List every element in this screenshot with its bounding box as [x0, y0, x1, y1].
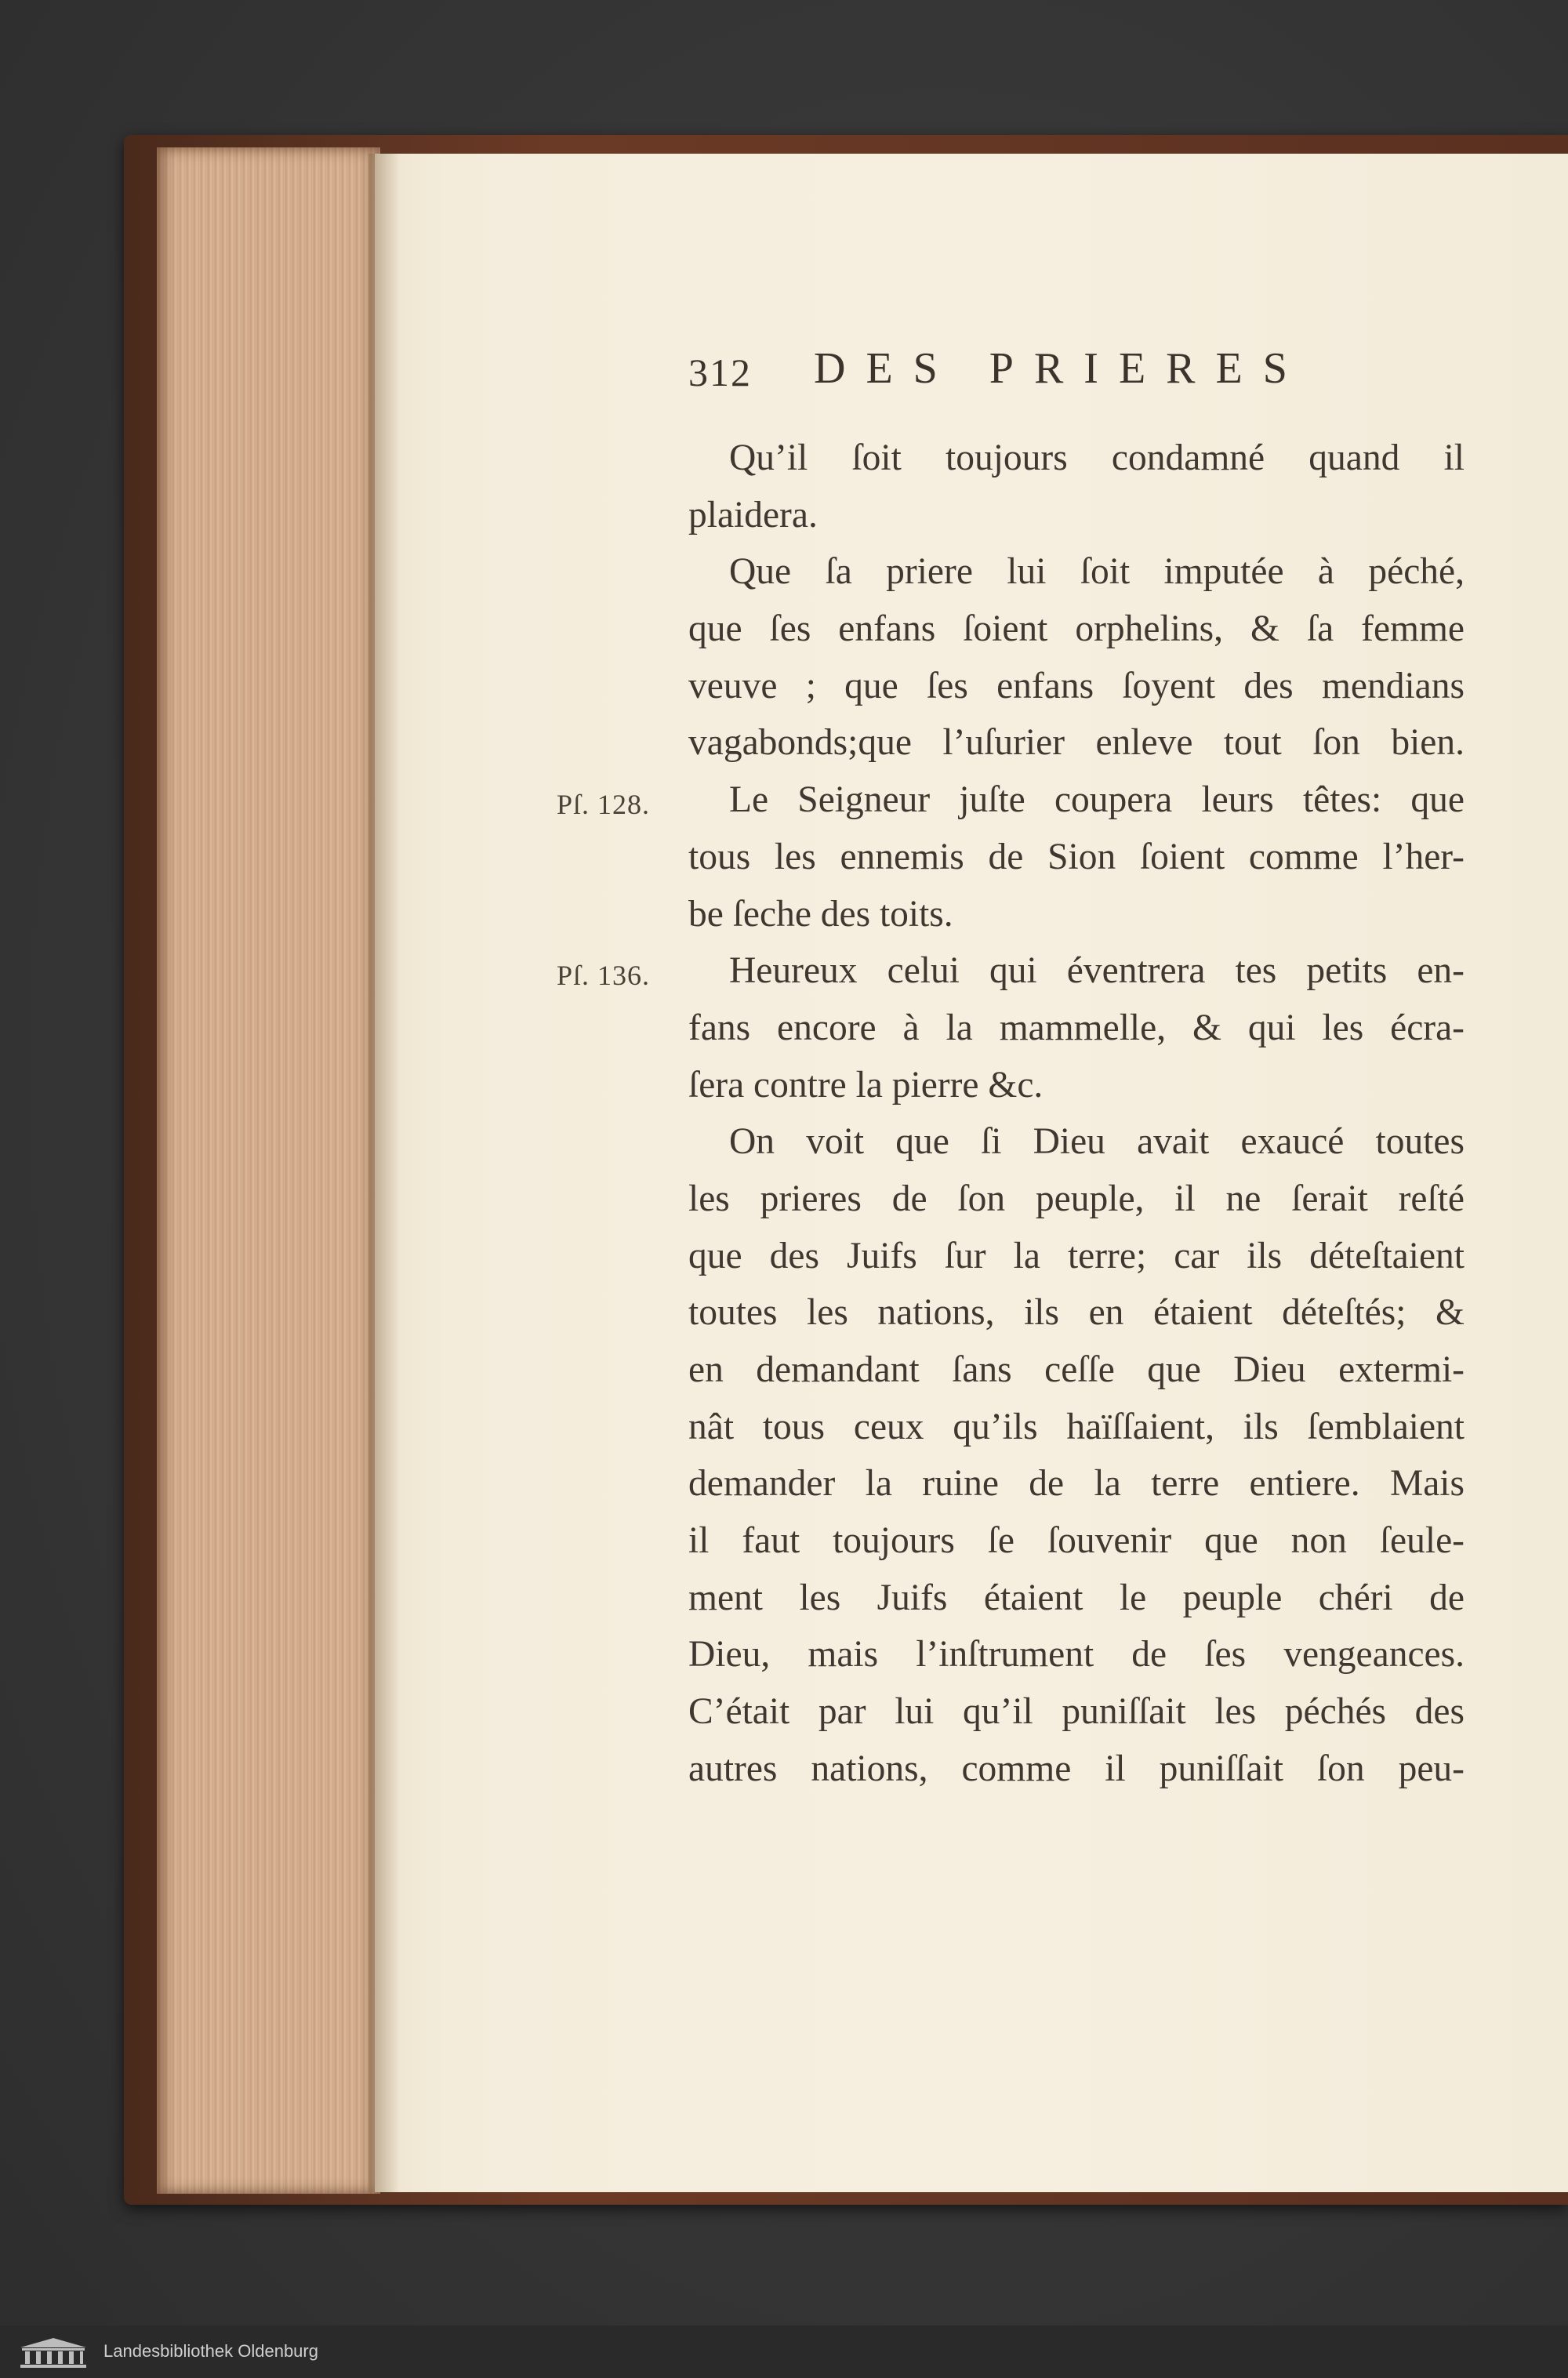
text-line [688, 829, 1465, 886]
text-line [688, 1626, 1465, 1683]
text-line [688, 1512, 1465, 1570]
page-header [688, 343, 1331, 406]
text-line [688, 1341, 1465, 1399]
text-line-content: vagabonds;que l’uſurier enleve tout ſon bien. [688, 722, 1465, 764]
text-line [688, 1741, 1465, 1798]
text-line-content: il faut toujours ſe ſouvenir que non ſeule- [688, 1520, 1465, 1562]
text-line [688, 1683, 1465, 1741]
text-line [688, 886, 1465, 943]
text-line [688, 1399, 1465, 1456]
text-line-content: Heureux celui qui éventrera tes petits en- [729, 950, 1465, 992]
text-line [688, 487, 1465, 544]
text-line [688, 543, 1465, 601]
text-line-content: plaidera. [688, 494, 818, 536]
text-line [688, 1284, 1465, 1341]
text-line-content: ſera contre la pierre &c. [688, 1064, 1044, 1105]
running-title: DES PRIERES [814, 344, 1308, 393]
text-line-content: tous les ennemis de Sion ſoient comme l’her- [688, 836, 1465, 877]
text-line [688, 1455, 1465, 1512]
text-line [688, 1113, 1465, 1171]
text-line [688, 1057, 1465, 1114]
text-line-content: que ſes enfans ſoient orphelins, & ſa femme [688, 608, 1465, 650]
text-line-content: toutes les nations, ils en étaient déteſtés; & [688, 1292, 1465, 1334]
text-line-content: Le Seigneur juſte coupera leurs têtes: que [729, 779, 1465, 821]
text-line [557, 942, 1465, 1000]
text-line-content: nât tous ceux qu’ils haïſſaient, ils ſemblaient [688, 1406, 1465, 1447]
text-line [688, 430, 1465, 487]
body-text [557, 430, 1465, 1798]
text-line-content: ment les Juifs étaient le peuple chéri de [688, 1577, 1465, 1618]
page-number: 312 [688, 350, 752, 394]
text-line [688, 714, 1465, 771]
text-line-content: en demandant ſans ceſſe que Dieu extermi- [688, 1349, 1465, 1390]
text-line-content: autres nations, comme il puniſſait ſon peu- [688, 1748, 1465, 1789]
text-line-content: les prieres de ſon peuple, il ne ſerait reſté [688, 1178, 1465, 1219]
text-line-content: Dieu, mais l’inſtrument de ſes vengeances. [688, 1634, 1465, 1675]
text-line-content: Que ſa priere lui ſoit imputée à péché, [729, 551, 1465, 593]
text-line-content: be ſeche des toits. [688, 893, 953, 935]
text-line [688, 1570, 1465, 1627]
text-line-content: C’était par lui qu’il puniſſait les péchés des [688, 1691, 1465, 1733]
text-line [688, 658, 1465, 715]
text-line [688, 1171, 1465, 1228]
library-name: Landesbibliothek Oldenburg [103, 2341, 318, 2361]
text-line [688, 1000, 1465, 1057]
text-line-content: Qu’il ſoit toujours condamné quand il [729, 437, 1465, 478]
text-line-content: que des Juifs ſur la terre; car ils déteſtaient [688, 1235, 1465, 1276]
text-line-content: fans encore à la mammelle, & qui les écra- [688, 1007, 1465, 1048]
text-line [688, 601, 1465, 658]
text-line-content: demander la ruine de la terre entiere. Mais [688, 1463, 1465, 1505]
margin-reference: Pſ. 128. [557, 789, 651, 821]
library-building-icon [14, 2335, 93, 2369]
margin-reference: Pſ. 136. [557, 960, 651, 992]
text-line-content: On voit que ſi Dieu avait exaucé toutes [729, 1121, 1465, 1163]
page-gutter-shadow [368, 154, 400, 2192]
page-edges [157, 147, 380, 2194]
text-line [557, 771, 1465, 829]
text-line [688, 1228, 1465, 1285]
text-line-content: veuve ; que ſes enfans ſoyent des mendians [688, 665, 1465, 706]
